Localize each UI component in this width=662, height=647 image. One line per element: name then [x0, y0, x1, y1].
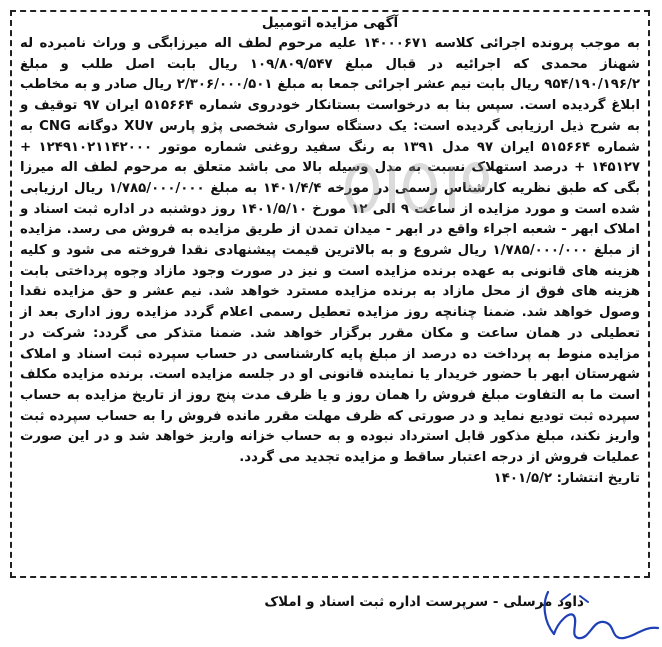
- auction-notice: [10, 10, 650, 578]
- faint-stamp-watermark: [340, 148, 490, 228]
- signature-line: داود مرسلی - سرپرست اداره ثبت اسناد و املاک: [264, 594, 584, 610]
- notice-title: آگهی مزایده اتومبیل: [261, 15, 399, 31]
- blue-pen-scribble: [540, 582, 662, 647]
- notice-body: به موجب پرونده اجرائی کلاسه ۱۴۰۰۰۶۷۱ علیه مرحوم لطف اله میرزابگی و وراث نامبرده له شهناز محمدی که اجرائیه در قبال مبلغ ۱۰۹/۸۰۹/۵۴۷ ریال بابت اصل طلب و مبلغ ۹۵۴/۱۹۰/۱۹۶/۲ ریال بابت نیم عشر اجرائی جمعا به مبلغ ۲/۳۰۶/۰۰۰/۵۰۱ ریال صادر و به مخاطب ابلاغ گردیده است. سپس بنا به درخواست بستانکار خودروی شماره ۵۱۵۶۶۴ ایران ۹۷ توقیف و به شرح ذیل ارزیابی گردیده است: یک دستگاه سواری شخصی پژو پارس XU۷ دوگانه CNG به شماره ۵۱۵۶۶۴ ایران ۹۷ مدل ۱۳۹۱ به رنگ سفید روغنی شماره موتور ۱۲۴۹۱۰۲۱۱۴۲۰۰۰ + ۱۴۵۱۲۷ + درصد استهلاک نسبت به مدل وسیله بالا می باشد متعلق به مرحوم لطف اله میرزا بگی که طبق نظریه کارشناس رسمی در مورخه ۱۴۰۱/۴/۴ به مبلغ ۱/۷۸۵/۰۰۰/۰۰۰ ریال ارزیابی شده است و مورد مزایده از ساعت ۹ الی ۱۲ مورخ ۱۴۰۱/۵/۱۰ روز دوشنبه در اداره ثبت اسناد و املاک ابهر - شعبه اجراء واقع در ابهر - میدان تمدن از طریق مزایده به فروش می رسد. مزایده از مبلغ ۱/۷۸۵/۰۰۰/۰۰۰ ریال شروع و به بالاترین قیمت پیشنهادی نقدا فروخته می شود و کلیه هزینه های قانونی به عهده برنده مزایده است و نیز در صورت وجود مازاد وجوه پرداختی بابت هزینه های فوق از محل مازاد به برنده مزایده مسترد خواهد شد. نیم عشر و حق مزایده نقدا وصول خواهد شد. ضمنا چنانچه روز مزایده تعطیل رسمی اعلام گردد مزایده روز اداری بعد از تعطیلی در همان ساعت و مکان مقرر برگزار خواهد شد. ضمنا متذکر می گردد: شرکت در مزایده منوط به پرداخت ده درصد از مبلغ پایه کارشناسی در حساب سپرده ثبت اسناد و املاک شهرستان ابهر با حضور خریدار یا نماینده قانونی او در جلسه مزایده است. برنده مزایده مکلف است ما به التفاوت مبلغ فروش را همان روز و یا ظرف مدت پنج روز از تاریخ مزایده به حساب سپرده ثبت تودیع نماید و در صورتی که ظرف مهلت مقرر مانده فروش را به حساب سپرده ثبت واریز نکند، مبلغ مذکور قابل استرداد نبوده و به حساب خزانه واریز خواهد شد و در این صورت عملیات فروش از درجه اعتبار ساقط و مزایده تجدید می گردد.: [20, 36, 641, 466]
- publication-date: تاریخ انتشار: ۱۴۰۱/۵/۲: [493, 470, 640, 486]
